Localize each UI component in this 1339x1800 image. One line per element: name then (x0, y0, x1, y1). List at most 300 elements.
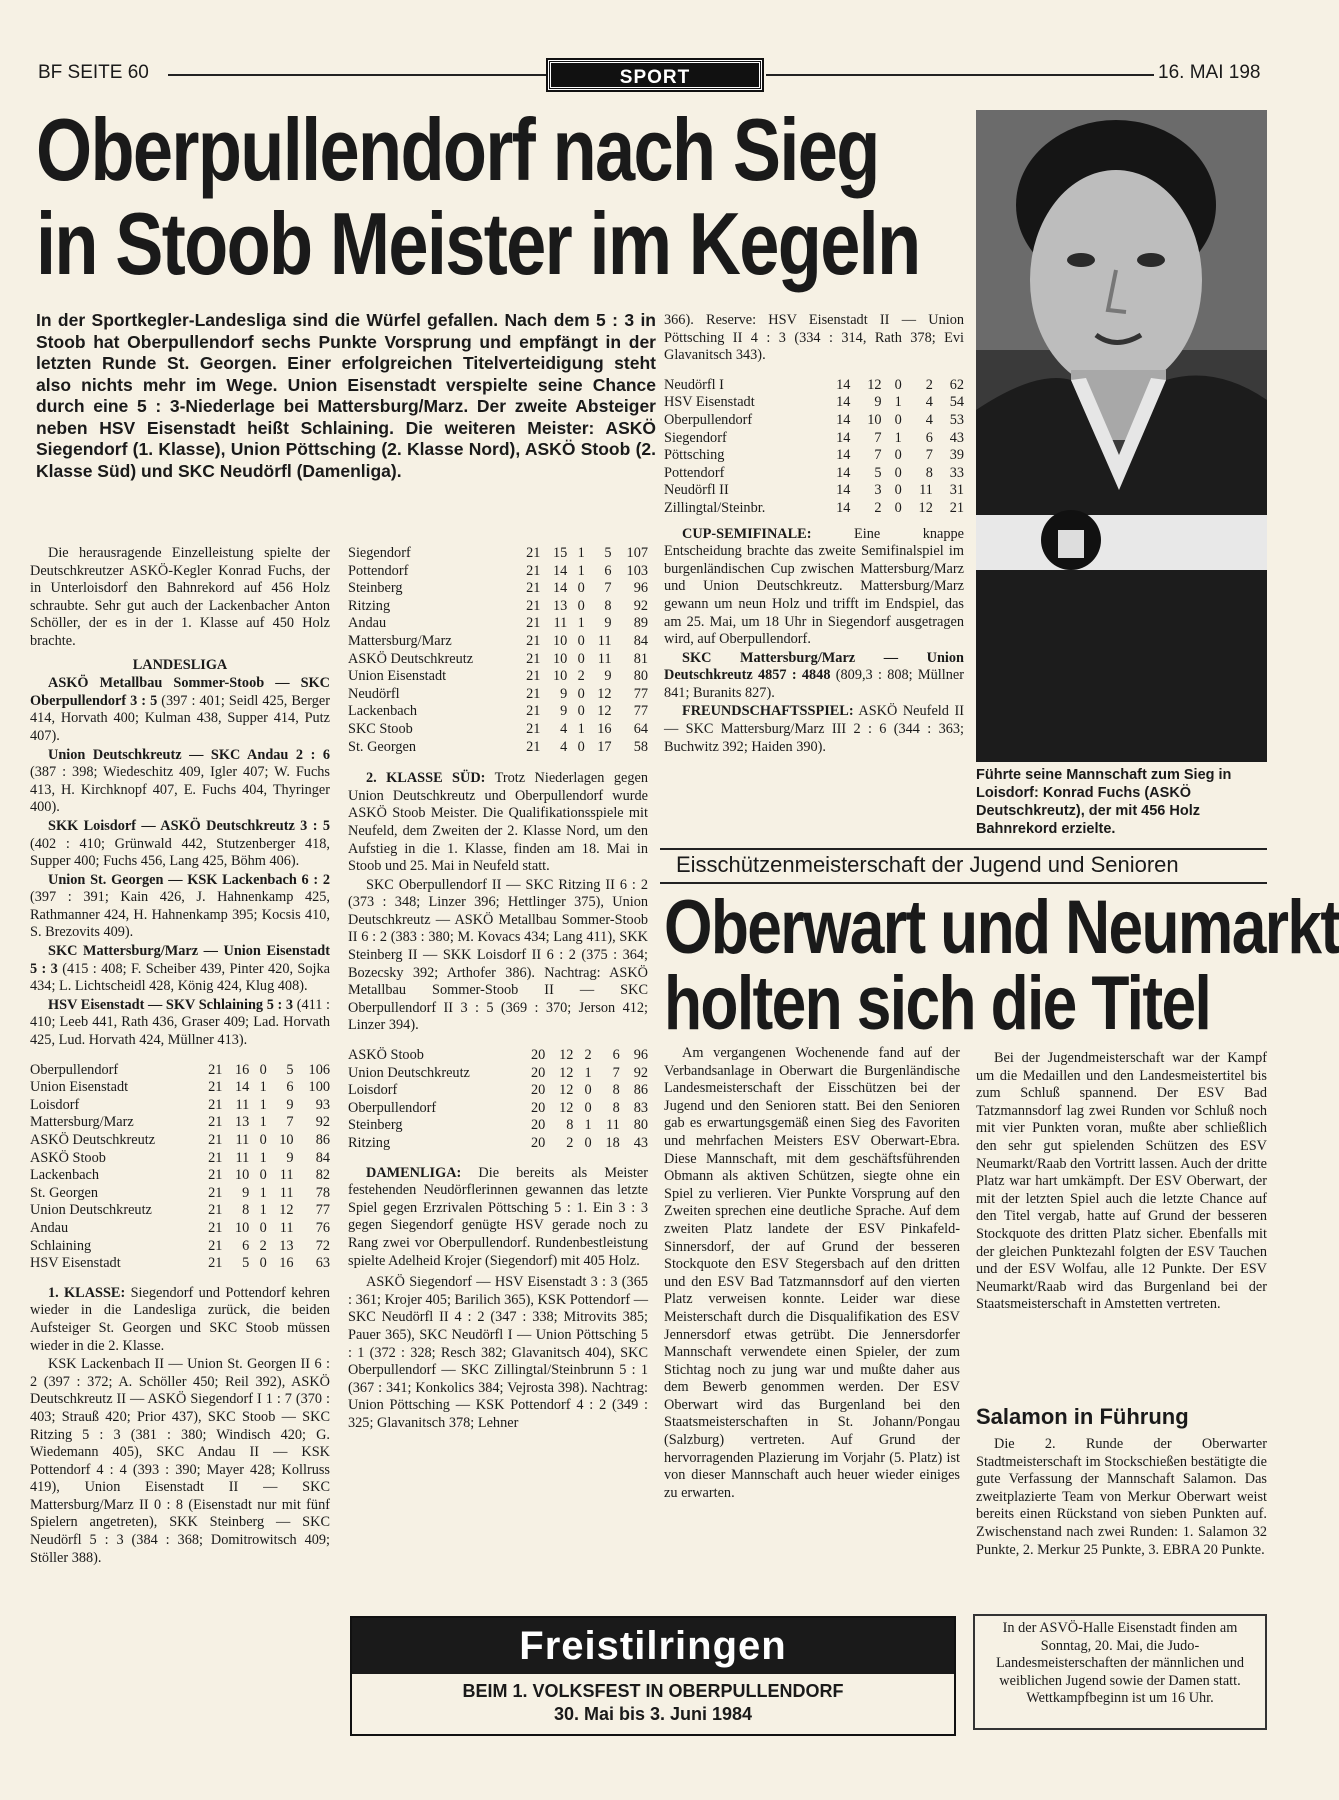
stat-cell: 12 (918, 499, 933, 516)
stat-cell: 21 (949, 499, 964, 516)
landesliga-title: LANDESLIGA (132, 656, 228, 673)
stat-cell: 84 (315, 1149, 330, 1166)
stat-cell: 39 (949, 447, 964, 464)
stat-cell: 11 (606, 1117, 620, 1134)
portrait-image (976, 110, 1267, 762)
stat-cell: 9 (604, 668, 612, 685)
stat-cell: 0 (259, 1132, 267, 1148)
team-cell: Neudörfl (348, 685, 400, 702)
stat-cell: 2 (925, 376, 933, 393)
team-cell: Neudörfl II (664, 482, 729, 499)
table-row (348, 598, 648, 616)
stat-cell: 0 (894, 411, 902, 428)
stat-cell: 12 (597, 703, 612, 720)
team-cell: Union Deutschkreutz (30, 1202, 152, 1219)
table-row (664, 394, 964, 412)
stat-cell: 96 (633, 1047, 648, 1064)
table-row (664, 447, 964, 465)
stat-cell: 0 (577, 632, 585, 649)
stat-cell: 10 (553, 632, 568, 649)
damen-games: ASKÖ Siegendorf — HSV Eisenstadt 3 : 3 (365 : 361; Krojer 405; Barilich 365), KSK Pottendorf — SKC Neudörfl II 4 : 2 (347 : 338; Mitrovits 385; Pauer 365), SKC Neudörfl I — Union Pöttsching 5 : 1 (372 : 328; Resch 382; Glavanitsch 404), SKC Oberpullendorf — SKC Zillingtal/Steinbrunn 5 : 1 (367 : 341; Konkolics 384; Vejrosta 398). Nachtrag: Union Pöttsching — KSK Pottendorf 4 : 2 (349 : 325; Glavanitsch 378; Lehner (348, 1274, 648, 1431)
stat-cell: 20 (530, 1135, 546, 1151)
klasse1-table (348, 545, 648, 756)
stat-cell: 21 (208, 1149, 223, 1166)
table-row (664, 465, 964, 483)
stat-cell: 14 (836, 482, 851, 499)
stat-cell: 1 (259, 1079, 267, 1096)
stat-cell: 93 (315, 1096, 330, 1113)
stat-cell: 103 (626, 562, 648, 579)
klasse1-games: KSK Lackenbach II — Union St. Georgen II 6 : 2 (397 : 372; A. Schöller 450; Reil 392), ASKÖ Deutschkreutz II — ASKÖ Siegendorf I 1 : 7 (370 : 403; Strauß 420; Prior 437), SKC Stoob — SKC Ritzing 5 : 3 (381 : 380; Windisch 420; G. Wiedemann 405), SKC Andau II — KSK Pottendorf 4 : 4 (393 : 390; Mayer 428; Kollruss 419), Union Eisenstadt II — SKC Mattersburg/Marz II 0 : 8 (Eisenstadt nur mit fünf Spielern angetreten), SKK Steinberg — SKC Neudörfl 5 : 3 (384 : 368; Domitrowitsch 409; Stöller 388). (30, 1356, 330, 1566)
stat-cell: 9 (560, 703, 568, 720)
stat-cell: 21 (208, 1219, 223, 1236)
headline-line-1: Oberpullendorf nach Sieg (36, 100, 879, 199)
stat-cell: 14 (836, 411, 851, 428)
team-cell: Loisdorf (30, 1096, 80, 1113)
stat-cell: 64 (633, 720, 648, 737)
stat-cell: 16 (279, 1255, 294, 1272)
stat-cell: 10 (235, 1219, 250, 1236)
team-cell: Pottendorf (664, 464, 725, 481)
stat-cell: 89 (633, 615, 648, 632)
stat-cell: 9 (242, 1184, 250, 1201)
stat-cell: 106 (308, 1061, 330, 1078)
table-row (348, 615, 648, 633)
stat-cell: 4 (560, 720, 568, 737)
stat-cell: 1 (259, 1096, 267, 1113)
section-rule (660, 848, 1267, 850)
stat-cell: 43 (633, 1135, 648, 1151)
stat-cell: 1 (577, 562, 585, 579)
stat-cell: 8 (612, 1099, 620, 1116)
stat-cell: 11 (553, 615, 568, 632)
stat-cell: 96 (633, 580, 648, 597)
table-row (348, 651, 648, 669)
stat-cell: 11 (235, 1149, 250, 1166)
table-row (30, 1202, 330, 1220)
table-row (348, 545, 648, 563)
stat-cell: 9 (560, 685, 568, 702)
stat-cell: 10 (279, 1132, 294, 1148)
stat-cell: 92 (633, 1064, 648, 1081)
stat-cell: 21 (208, 1255, 223, 1272)
eis-column-2: Bei der Jugendmeisterschaft war der Kampf um die Medaillen und den Landesmeistertitel bis zum Schluß spannend. Der ESV Bad Tatzmannsdorf lag zwei Runden vor Schluß noch mit vier Punkten voran, mußte aber schließlich den sehr gut spielenden Schützen des ESV Neumarkt/Raab den Vortritt lassen. Auch der dritte Platz war hart umkämpft. Der ESV Oberwart, der mit der letzten Spiel auch die letzte Chance auf den Titel vergab, hatte auf Grund der besseren Stockquote des dritten Platz sicher. Ebenfalls mit der gleichen Punktezahl folgten der ESV Tauchen und der ESV Wolfau, alle 12 Punkte. Der ESV Neumarkt/Raab wird das Burgenland bei der Staatsmeisterschaft in Amstetten vertreten. (976, 1050, 1267, 1313)
stat-cell: 21 (208, 1061, 223, 1078)
stat-cell: 100 (308, 1079, 330, 1096)
team-cell: Pöttsching (664, 447, 725, 464)
stat-cell: 21 (208, 1237, 223, 1254)
stat-cell: 21 (526, 685, 541, 702)
team-cell: Ritzing (348, 597, 391, 614)
section-label: SPORT (548, 60, 762, 90)
team-cell: Schlaining (30, 1237, 92, 1254)
table-row (664, 430, 964, 448)
table-row (30, 1167, 330, 1185)
judo-info-box: In der ASVÖ-Halle Eisenstadt finden am Sonntag, 20. Mai, die Judo-Landesmeisterschaften der männlichen und weiblichen Jugend sowie der Damen statt. Wettkampfbeginn ist um 16 Uhr. (973, 1614, 1267, 1730)
stat-cell: 9 (286, 1096, 294, 1113)
stat-cell: 6 (604, 562, 612, 579)
table-row (348, 580, 648, 598)
stat-cell: 10 (867, 411, 882, 428)
team-cell: St. Georgen (348, 738, 417, 755)
stat-cell: 5 (286, 1061, 294, 1078)
table-row (664, 500, 964, 518)
damen-text: DAMENLIGA: Die bereits als Meister festehenden Neudörflerinnen gewannen das letzte Spiel gegen Erzrivalen Pöttsching 5 : 1. Ein 3 : 3 gegen Siegendorf genügte HSV gerade noch zu Rang zwei vor Oberpullendorf. Rundenbestleistung spielte Adelheid Krojer (Siegendorf) mit 405 Holz. (348, 1164, 648, 1269)
klasse1-text: 1. KLASSE: Siegendorf und Pottendorf kehren wieder in die Landesliga zurück, die beiden Aufsteiger St. Georgen und SKC Stoob müssen wieder in die 2. Klasse. (30, 1284, 330, 1354)
friend-game: FREUNDSCHAFTSSPIEL: ASKÖ Neufeld II — SKC Mattersburg/Marz III 2 : 6 (344 : 363; Buchwitz 392; Haiden 390). (664, 703, 964, 755)
stat-cell: 17 (597, 738, 612, 755)
stat-cell: 92 (633, 597, 648, 614)
stat-cell: 14 (235, 1079, 250, 1096)
header-rule-right (766, 74, 1154, 76)
stat-cell: 1 (894, 429, 902, 446)
stat-cell: 0 (584, 1135, 592, 1151)
stat-cell: 1 (259, 1149, 267, 1166)
page-number: BF SEITE 60 (38, 62, 149, 83)
stat-cell: 63 (315, 1255, 330, 1272)
stat-cell: 10 (553, 668, 568, 685)
team-cell: ASKÖ Stoob (348, 1047, 424, 1064)
table-row (664, 377, 964, 395)
eis-subheadline: Eisschützenmeisterschaft der Jugend und Senioren (676, 852, 1179, 877)
stat-cell: 8 (242, 1202, 250, 1219)
stat-cell: 21 (526, 668, 541, 685)
stat-cell: 14 (836, 447, 851, 464)
stat-cell: 6 (612, 1047, 620, 1064)
stat-cell: 0 (577, 738, 585, 755)
table-row (348, 1047, 648, 1065)
table-row (348, 739, 648, 757)
stat-cell: 12 (559, 1082, 574, 1099)
stat-cell: 83 (633, 1099, 648, 1116)
game-result: HSV Eisenstadt — SKV Schlaining 5 : 3 (411 : 410; Leeb 441, Rath 436, Graser 409; Lad. Horvath 425, Lud. Horvath 424, Müllner 413). (30, 996, 330, 1049)
stat-cell: 8 (612, 1082, 620, 1099)
team-cell: HSV Eisenstadt (30, 1255, 121, 1272)
table-row (348, 1100, 648, 1118)
stat-cell: 92 (315, 1114, 330, 1131)
stat-cell: 81 (633, 650, 648, 667)
stat-cell: 2 (577, 668, 585, 685)
stat-cell: 72 (315, 1237, 330, 1254)
stat-cell: 0 (894, 499, 902, 516)
stat-cell: 84 (633, 632, 648, 649)
photo-caption: Führte seine Mannschaft zum Sieg in Loisdorf: Konrad Fuchs (ASKÖ Deutschkreutz), der mit 456 Holz Bahnrekord erzielte. (976, 767, 1232, 837)
team-cell: ASKÖ Stoob (30, 1149, 106, 1166)
team-cell: Lackenbach (348, 703, 418, 720)
eis-column-1: Am vergangenen Wochenende fand auf der Verbandsanlage in Oberwart die Burgenländische Landesmeisterschaft der Eisschützen bei der Jugend und den Senioren statt. Bei den Senioren gab es erwartungsgemäß einen Sieg des Favoriten und mehrfachen Meisters ESV Oberwart-Ebra. Diese Mannschaft, mit dem geschäftsführenden Obmann als aktiven Schützen, siegte ohne ein Spiel zu verlieren. Vier Punkte Vorsprung auf den Zweiten sprechen eine deutliche Sprache. Auf dem zweiten Platz landete der ESV Pinkafeld-Sinnersdorf, der auf Grund der besseren Stockquote den ESV Stegersbach auf den dritten und den ESV Bad Tatzmannsdorf auf den vierten Platz verweisen konnte. Leider war diese Meisterschaft durch die Disqualifikation des ESV Jennersdorf etwas getrübt. Die Jennersdorfer Mannschaft verwendete einen Spieler, der zum Stichtag noch zu jung war und mußte daher aus dem Bewerb genommen werden. Der ESV Oberwart wird das Burgenland bei den Staatsmeisterschaften in St. Johann/Pongau (Salzburg) vertreten. Auf Grund der hervorragenden Plazierung im Vorjahr (5. Platz) ist von dieser Mannschaft auch heuer wieder einiges zu erwarten. (664, 1045, 960, 1501)
stat-cell: 0 (577, 703, 585, 720)
header-rule-left (168, 74, 546, 76)
landesliga-table (30, 1062, 330, 1273)
stat-cell: 1 (259, 1202, 267, 1219)
table-row (348, 563, 648, 581)
team-cell: Steinberg (348, 1117, 403, 1134)
team-cell: Oberpullendorf (664, 411, 753, 428)
stat-cell: 20 (530, 1064, 546, 1081)
stat-cell: 7 (286, 1114, 294, 1131)
team-cell: Siegendorf (664, 429, 727, 446)
table-row (30, 1238, 330, 1256)
stat-cell: 10 (553, 650, 568, 667)
stat-cell: 80 (633, 668, 648, 685)
ad-line-1: BEIM 1. VOLKSFEST IN OBERPULLENDORF (462, 1681, 844, 1701)
stat-cell: 33 (949, 464, 964, 481)
table-row (30, 1150, 330, 1168)
table-row (348, 1117, 648, 1135)
stat-cell: 6 (286, 1079, 294, 1096)
column-2 (348, 545, 648, 1434)
team-cell: Mattersburg/Marz (30, 1114, 134, 1131)
stat-cell: 9 (286, 1149, 294, 1166)
team-cell: Union Deutschkreutz (348, 1064, 470, 1081)
team-cell: Neudörfl I (664, 376, 724, 393)
stat-cell: 5 (242, 1255, 250, 1272)
table-row (348, 1135, 648, 1153)
stat-cell: 14 (836, 499, 851, 516)
stat-cell: 15 (553, 545, 568, 561)
stat-cell: 0 (894, 482, 902, 499)
stat-cell: 13 (235, 1114, 250, 1131)
team-cell: Ritzing (348, 1135, 391, 1151)
stat-cell: 2 (874, 499, 882, 516)
team-cell: Union Eisenstadt (348, 668, 447, 685)
stat-cell: 20 (530, 1117, 546, 1134)
stat-cell: 6 (242, 1237, 250, 1254)
table-row (30, 1255, 330, 1273)
team-cell: ASKÖ Deutschkreutz (348, 650, 474, 667)
stat-cell: 0 (577, 650, 585, 667)
team-cell: Steinberg (348, 580, 403, 597)
team-cell: Andau (348, 615, 387, 632)
stat-cell: 21 (208, 1079, 223, 1096)
stat-cell: 20 (530, 1099, 546, 1116)
stat-cell: 21 (526, 738, 541, 755)
stat-cell: 11 (279, 1219, 294, 1236)
stat-cell: 80 (633, 1117, 648, 1134)
stat-cell: 1 (894, 394, 902, 411)
stat-cell: 7 (874, 447, 882, 464)
stat-cell: 107 (626, 545, 648, 561)
table-row (348, 1082, 648, 1100)
stat-cell: 11 (279, 1184, 294, 1201)
stat-cell: 11 (597, 650, 612, 667)
stat-cell: 8 (925, 464, 933, 481)
stat-cell: 21 (526, 580, 541, 597)
stat-cell: 5 (874, 464, 882, 481)
salamon-text: Die 2. Runde der Oberwarter Stadtmeisterschaft im Stockschießen bestätigte die gute Verfassung der Mannschaft Salamon. Das zweitplazierte Team von Merkur Oberwart weist bereits einen Rückstand von sieben Punkten auf. Zwischenstand nach zwei Runden: 1. Salamon 32 Punkte, 2. Merkur 25 Punkte, 3. EBRA 20 Punkte. (976, 1436, 1267, 1558)
table-row (348, 668, 648, 686)
stat-cell: 0 (894, 464, 902, 481)
klasse2-table (348, 1047, 648, 1153)
stat-cell: 9 (874, 394, 882, 411)
stat-cell: 7 (612, 1064, 620, 1081)
stat-cell: 12 (559, 1099, 574, 1116)
damen-table (664, 377, 964, 518)
stat-cell: 12 (279, 1202, 294, 1219)
stat-cell: 31 (949, 482, 964, 499)
table-row (348, 633, 648, 651)
team-cell: Union Eisenstadt (30, 1079, 129, 1096)
stat-cell: 13 (553, 597, 568, 614)
stat-cell: 14 (553, 580, 568, 597)
cup-game: SKC Mattersburg/Marz — Union Deutschkreutz 4857 : 4848 (809,3 : 808; Müllner 841; Buranits 827). (664, 649, 964, 701)
section-rule-2 (660, 882, 1267, 884)
stat-cell: 2 (259, 1237, 267, 1254)
stat-cell: 1 (577, 545, 585, 561)
eis-headline-2: holten sich die Titel (664, 961, 1211, 1046)
klasse2-text: 2. KLASSE SÜD: Trotz Niederlagen gegen Union Deutschkreutz und Oberpullendorf wurde ASKÖ Stoob Meister. Die Qualifikationsspiele mit Neufeld, dem Zweiten der 2. Klasse Nord, um den Aufstieg in die 1. Klasse, finden am 18. Mai in Stoob und 25. Mai in Neufeld statt. (348, 770, 648, 875)
stat-cell: 43 (949, 429, 964, 446)
team-cell: HSV Eisenstadt (664, 394, 755, 411)
table-row (664, 482, 964, 500)
stat-cell: 1 (577, 720, 585, 737)
table-row (348, 686, 648, 704)
game-result: SKC Mattersburg/Marz — Union Eisenstadt 5 : 3 (415 : 408; F. Scheiber 439, Pinter 420, Sojka 434; L. Lichtscheidl 428, König 424, Klug 408). (30, 943, 330, 995)
stat-cell: 0 (259, 1219, 267, 1236)
stat-cell: 4 (925, 411, 933, 428)
game-result: SKK Loisdorf — ASKÖ Deutschkreutz 3 : 5 (402 : 410; Grünwald 442, Stutzenberger 418, Supper 400; Fuchs 456, Lang 425, Böhm 406). (30, 817, 330, 870)
stat-cell: 1 (259, 1184, 267, 1201)
team-cell: Siegendorf (348, 545, 411, 561)
stat-cell: 86 (633, 1082, 648, 1099)
stat-cell: 16 (597, 720, 612, 737)
stat-cell: 12 (559, 1047, 574, 1064)
cup-text: CUP-SEMIFINALE: Eine knappe Entscheidung brachte das zweite Semifinalspiel im burgenländischen Cup zwischen Mattersburg/Marz und Union Deutschkreutz. Mattersburg/Marz gewann um neun Holz und trifft im Endspiel, das am 25. Mai, um 18 Uhr in Siegendorf ausgetragen wird, auf Oberpullendorf. (664, 525, 964, 648)
stat-cell: 77 (633, 703, 648, 720)
stat-cell: 8 (604, 597, 612, 614)
stat-cell: 7 (925, 447, 933, 464)
issue-date: 16. MAI 198 (1158, 62, 1261, 83)
stat-cell: 0 (894, 376, 902, 393)
team-cell: Andau (30, 1219, 69, 1236)
salamon-title: Salamon in Führung (976, 1404, 1189, 1429)
stat-cell: 14 (836, 376, 851, 393)
table-row (664, 412, 964, 430)
team-cell: Oberpullendorf (30, 1061, 119, 1078)
stat-cell: 11 (235, 1096, 250, 1113)
column-3 (664, 312, 964, 757)
stat-cell: 21 (526, 562, 541, 579)
stat-cell: 0 (584, 1099, 592, 1116)
team-cell: Zillingtal/Steinbr. (664, 499, 766, 516)
stat-cell: 21 (526, 545, 541, 561)
stat-cell: 20 (530, 1047, 546, 1064)
stat-cell: 21 (208, 1202, 223, 1219)
stat-cell: 7 (604, 580, 612, 597)
stat-cell: 54 (949, 394, 964, 411)
stat-cell: 0 (577, 597, 585, 614)
player-photo (976, 110, 1267, 762)
stat-cell: 5 (604, 545, 612, 561)
stat-cell: 58 (633, 738, 648, 755)
team-cell: SKC Stoob (348, 720, 413, 737)
eis-headline-1: Oberwart und Neumarkt (664, 885, 1339, 970)
stat-cell: 14 (836, 464, 851, 481)
stat-cell: 4 (925, 394, 933, 411)
stat-cell: 21 (526, 632, 541, 649)
stat-cell: 11 (279, 1167, 294, 1184)
stat-cell: 53 (949, 411, 964, 428)
stat-cell: 14 (836, 394, 851, 411)
stat-cell: 77 (633, 685, 648, 702)
ad-title: Freistilringen (352, 1618, 954, 1674)
stat-cell: 12 (559, 1064, 574, 1081)
headline-line-2: in Stoob Meister im Kegeln (36, 194, 920, 293)
table-row (30, 1079, 330, 1097)
stat-cell: 1 (584, 1064, 592, 1081)
table-row (30, 1185, 330, 1203)
stat-cell: 11 (597, 632, 612, 649)
stat-cell: 14 (836, 429, 851, 446)
team-cell: Lackenbach (30, 1167, 100, 1184)
table-row (348, 1065, 648, 1083)
stat-cell: 14 (553, 562, 568, 579)
table-row (30, 1114, 330, 1132)
stat-cell: 0 (584, 1082, 592, 1099)
stat-cell: 10 (235, 1167, 250, 1184)
team-cell: Mattersburg/Marz (348, 632, 452, 649)
stat-cell: 86 (315, 1132, 330, 1148)
stat-cell: 11 (919, 482, 933, 499)
stat-cell: 21 (208, 1167, 223, 1184)
stat-cell: 21 (208, 1132, 223, 1148)
table-row (348, 703, 648, 721)
klasse2-games: SKC Oberpullendorf II — SKC Ritzing II 6 : 2 (373 : 348; Linzer 396; Hettlinger 375), Union Deutschkreutz — ASKÖ Metallbau Sommer-Stoob II 6 : 2 (383 : 380; M. Kovacs 434; Lang 411), SKK Steinberg II — SKK Loisdorf II 6 : 2 (375 : 364; Bozecsky 392; Arthofer 386). Nachtrag: ASKÖ Metallbau Sommer-Stoob II — SKC Oberpullendorf II 3 : 5 (369 : 370; Jerson 412; Linzer 394). (348, 876, 648, 1034)
stat-cell: 77 (315, 1202, 330, 1219)
stat-cell: 2 (566, 1135, 574, 1151)
table-row (348, 721, 648, 739)
stat-cell: 21 (526, 720, 541, 737)
stat-cell: 21 (208, 1184, 223, 1201)
stat-cell: 0 (259, 1255, 267, 1272)
stat-cell: 18 (605, 1135, 620, 1151)
stat-cell: 13 (279, 1237, 294, 1254)
stat-cell: 21 (526, 597, 541, 614)
stat-cell: 78 (315, 1184, 330, 1201)
stat-cell: 11 (235, 1132, 250, 1148)
intro-text: Die herausragende Einzelleistung spielte der Deutschkreutzer ASKÖ-Kegler Konrad Fuchs, der in Unterloisdorf den Bahnrekord auf 456 Holz schraubte. Sehr gut auch der Lackenbacher Anton Schöller, der es in der 1. Klasse auf 450 Holz brachte. (30, 545, 330, 649)
stat-cell: 20 (530, 1082, 546, 1099)
column-1 (30, 545, 330, 1568)
team-cell: Pottendorf (348, 562, 409, 579)
game-result: Union Deutschkreutz — SKC Andau 2 : 6 (387 : 398; Wiedeschitz 409, Igler 407; W. Fuchs 413, H. Kirchknopf 407, E. Fuchs 404, Thyringer 400). (30, 746, 330, 816)
stat-cell: 1 (577, 615, 585, 632)
game-result: Union St. Georgen — KSK Lackenbach 6 : 2 (397 : 391; Kain 426, J. Hahnenkamp 425, Rathmanner 424, H. Hahnenkamp 395; Kocsis 410, S. Brezovits 409). (30, 871, 330, 941)
stat-cell: 21 (208, 1114, 223, 1131)
table-row (30, 1062, 330, 1080)
stat-cell: 0 (259, 1061, 267, 1078)
ad-line-2: 30. Mai bis 3. Juni 1984 (553, 1704, 753, 1724)
stat-cell: 0 (577, 685, 585, 702)
stat-cell: 21 (526, 703, 541, 720)
stat-cell: 0 (259, 1167, 267, 1184)
stat-cell: 3 (874, 482, 882, 499)
stat-cell: 21 (526, 650, 541, 667)
stat-cell: 62 (949, 376, 964, 393)
stat-cell: 21 (526, 615, 541, 632)
landesliga-games (30, 675, 330, 1049)
stat-cell: 7 (874, 429, 882, 446)
stat-cell: 0 (577, 580, 585, 597)
stat-cell: 1 (259, 1114, 267, 1131)
stat-cell: 0 (894, 447, 902, 464)
stat-cell: 76 (315, 1219, 330, 1236)
stat-cell: 4 (560, 738, 568, 755)
stat-cell: 8 (566, 1117, 574, 1134)
stat-cell: 9 (604, 615, 612, 632)
freistilringen-ad (350, 1616, 956, 1736)
team-cell: St. Georgen (30, 1184, 99, 1201)
